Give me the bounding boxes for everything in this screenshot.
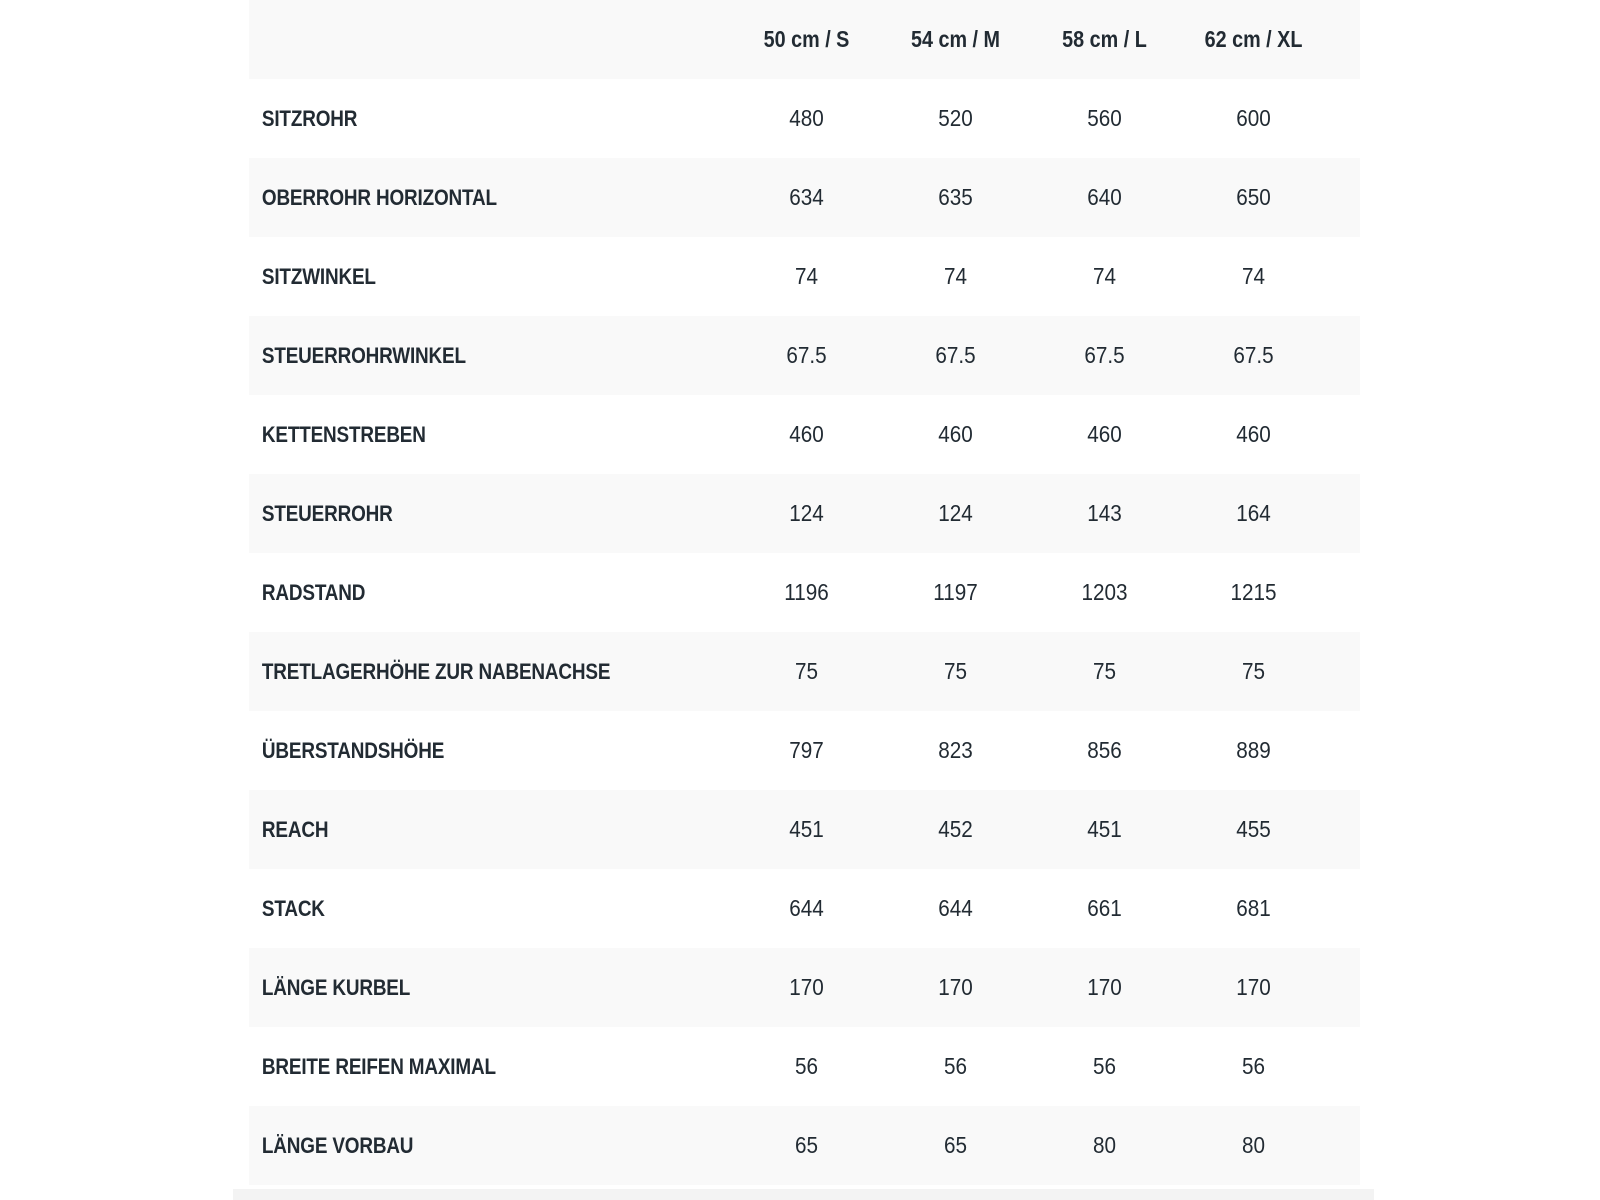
value-cell: 823 [938, 737, 973, 763]
value-cell: 452 [938, 816, 973, 842]
value-cell: 65 [794, 1132, 819, 1158]
value-cell: 75 [1092, 658, 1117, 684]
table-row [249, 553, 1360, 632]
table-row [249, 790, 1360, 869]
value-cell: 644 [789, 895, 824, 921]
value-cell: 67.5 [1084, 342, 1125, 368]
value-cell: 170 [938, 974, 973, 1000]
value-cell: 889 [1236, 737, 1271, 763]
value-cell: 67.5 [786, 342, 827, 368]
row-label: BREITE REIFEN MAXIMAL [261, 1053, 496, 1079]
value-cell: 65 [943, 1132, 968, 1158]
table-row [249, 948, 1360, 1027]
value-cell: 75 [1241, 658, 1266, 684]
row-label: STEUERROHR [261, 500, 393, 526]
value-cell: 124 [938, 500, 973, 526]
row-label: LÄNGE VORBAU [261, 1132, 414, 1158]
table-row [249, 316, 1360, 395]
value-cell: 56 [943, 1053, 968, 1079]
size-header: 58 cm / L [1062, 26, 1147, 52]
value-cell: 80 [1241, 1132, 1266, 1158]
value-cell: 640 [1087, 184, 1122, 210]
value-cell: 67.5 [1233, 342, 1274, 368]
bottom-divider [233, 1189, 1374, 1200]
table-row [249, 1106, 1360, 1185]
row-label: STEUERROHRWINKEL [261, 342, 466, 368]
value-cell: 460 [1236, 421, 1271, 447]
value-cell: 460 [1087, 421, 1122, 447]
value-cell: 681 [1236, 895, 1271, 921]
value-cell: 451 [789, 816, 824, 842]
row-label: OBERROHR HORIZONTAL [261, 184, 497, 210]
size-header: 54 cm / M [910, 26, 1001, 52]
table-row [249, 869, 1360, 948]
value-cell: 124 [789, 500, 824, 526]
row-label: LÄNGE KURBEL [261, 974, 411, 1000]
value-cell: 75 [943, 658, 968, 684]
value-cell: 600 [1236, 105, 1271, 131]
value-cell: 170 [789, 974, 824, 1000]
value-cell: 1197 [933, 579, 978, 605]
table-row [249, 79, 1360, 158]
table-row [249, 632, 1360, 711]
value-cell: 56 [1092, 1053, 1117, 1079]
row-label: KETTENSTREBEN [261, 421, 426, 447]
table-row [249, 1027, 1360, 1106]
value-cell: 650 [1236, 184, 1271, 210]
value-cell: 520 [938, 105, 973, 131]
row-label: REACH [261, 816, 329, 842]
value-cell: 460 [938, 421, 973, 447]
table-row [249, 711, 1360, 790]
value-cell: 1196 [784, 579, 829, 605]
value-cell: 56 [794, 1053, 819, 1079]
value-cell: 1215 [1230, 579, 1277, 605]
value-cell: 67.5 [935, 342, 976, 368]
row-label: TRETLAGERHÖHE ZUR NABENACHSE [261, 658, 611, 684]
value-cell: 661 [1087, 895, 1122, 921]
size-header: 50 cm / S [763, 26, 850, 52]
value-cell: 74 [1241, 263, 1266, 289]
table-row [249, 474, 1360, 553]
value-cell: 170 [1087, 974, 1122, 1000]
value-cell: 644 [938, 895, 973, 921]
value-cell: 74 [943, 263, 968, 289]
value-cell: 560 [1087, 105, 1122, 131]
value-cell: 460 [789, 421, 824, 447]
value-cell: 797 [789, 737, 824, 763]
table-header-row [249, 0, 1360, 79]
value-cell: 856 [1087, 737, 1122, 763]
value-cell: 455 [1236, 816, 1271, 842]
value-cell: 634 [789, 184, 824, 210]
size-header: 62 cm / XL [1204, 26, 1303, 52]
value-cell: 80 [1092, 1132, 1117, 1158]
value-cell: 451 [1087, 816, 1122, 842]
table-row [249, 237, 1360, 316]
value-cell: 635 [938, 184, 973, 210]
value-cell: 74 [1092, 263, 1117, 289]
row-label: SITZROHR [261, 105, 358, 131]
value-cell: 74 [794, 263, 819, 289]
geometry-table [249, 0, 1360, 1185]
value-cell: 170 [1236, 974, 1271, 1000]
row-label: ÜBERSTANDSHÖHE [261, 737, 445, 763]
value-cell: 56 [1241, 1053, 1266, 1079]
table-row [249, 158, 1360, 237]
table-body [249, 79, 1360, 1185]
row-label: SITZWINKEL [261, 263, 376, 289]
value-cell: 164 [1236, 500, 1271, 526]
value-cell: 75 [794, 658, 819, 684]
table-row [249, 395, 1360, 474]
row-label: RADSTAND [261, 579, 366, 605]
row-label: STACK [261, 895, 325, 921]
value-cell: 480 [789, 105, 824, 131]
value-cell: 143 [1087, 500, 1122, 526]
value-cell: 1203 [1081, 579, 1128, 605]
